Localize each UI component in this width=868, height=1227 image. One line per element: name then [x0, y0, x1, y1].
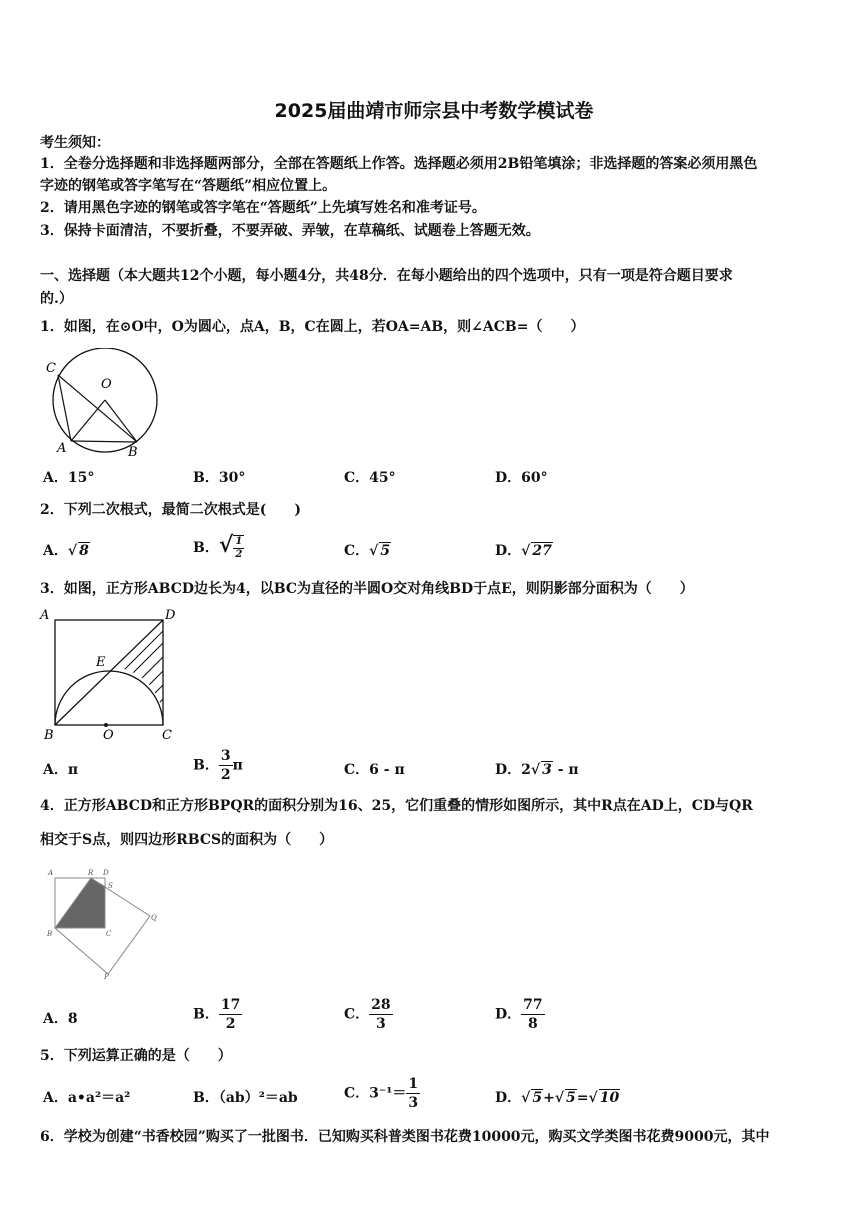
option-label: C．3⁻¹＝: [344, 1085, 407, 1102]
numerator: 17: [220, 997, 241, 1013]
numerator: 1: [408, 1076, 419, 1092]
radical-sign: √: [369, 543, 379, 559]
option-b[interactable]: [193, 532, 244, 561]
option-label: C．: [344, 543, 370, 559]
option-a[interactable]: [43, 540, 90, 560]
label-a: A: [40, 608, 50, 623]
section-heading-cont: 的.）: [40, 291, 73, 307]
question-5-text: 5．下列运算正确的是（ ）: [40, 1048, 232, 1064]
option-c[interactable]: C．6 - π: [344, 762, 405, 778]
radicand: 5: [566, 1090, 576, 1106]
option-b[interactable]: [193, 996, 242, 1033]
denominator: 2: [235, 549, 243, 560]
denominator: 2: [225, 1016, 236, 1032]
radical-sign: √: [554, 1090, 565, 1106]
plus: +: [543, 1090, 555, 1106]
label-q: Q: [151, 914, 157, 922]
label-b: B: [44, 728, 54, 743]
question-3-figure: [38, 606, 178, 744]
option-label: B．: [193, 757, 219, 774]
notice-item: 3．保持卡面清洁，不要折叠，不要弄破、弄皱，在草稿纸、试题卷上答题无效。: [40, 223, 540, 239]
option-a[interactable]: A．8: [43, 1011, 78, 1027]
option-b[interactable]: B．30°: [193, 470, 246, 486]
option-label: D．: [495, 1090, 522, 1106]
page-title: 2025届曲靖市师宗县中考数学模试卷: [274, 100, 594, 122]
fraction: [521, 996, 544, 1033]
label-o: O: [103, 728, 114, 743]
option-label: D．: [495, 1006, 522, 1023]
question-4-text: 4．正方形ABCD和正方形BPQR的面积分别为16、25，它们重叠的情形如图所示，其中R点在AD上，CD与QR: [40, 798, 753, 814]
radical-sign: √: [218, 532, 234, 558]
section-heading: 一、选择题（本大题共12个小题，每小题4分，共48分．在每小题给出的四个选项中，只有一项是符合题目要求: [40, 268, 733, 284]
label-s: S: [108, 882, 113, 890]
pi: π: [232, 757, 243, 774]
notice-item: 1．全卷分选择题和非选择题两部分，全部在答题纸上作答。选择题必须用2B铅笔填涂；非选择题的答案必须用黑色: [40, 156, 758, 172]
fraction: [219, 996, 242, 1033]
option-d[interactable]: [495, 759, 579, 779]
label-d: D: [103, 869, 109, 877]
radicand: 27: [532, 543, 552, 559]
label-a: A: [48, 869, 54, 877]
equals: =: [576, 1090, 589, 1106]
option-label: A．: [43, 543, 68, 559]
radicand: 5: [380, 543, 391, 559]
notice-item: 字迹的钢笔或答字笔写在“答题纸”相应位置上。: [40, 178, 337, 194]
radical-sign: √: [530, 762, 541, 778]
numerator: 1: [235, 536, 243, 547]
label-c: C: [106, 930, 112, 938]
question-2-text: 2．下列二次根式，最简二次根式是( ): [40, 502, 301, 518]
denominator: 3: [408, 1095, 419, 1111]
option-c[interactable]: [344, 996, 393, 1033]
radicand: 3: [542, 762, 552, 778]
tail: - π: [552, 762, 579, 778]
option-c[interactable]: [344, 540, 391, 560]
radical-sign: √: [588, 1090, 598, 1106]
question-1-figure: [40, 348, 165, 460]
denominator: 3: [376, 1016, 386, 1032]
radical-sign: √: [521, 543, 531, 559]
fraction: [219, 747, 233, 784]
option-label: B．: [193, 1006, 219, 1023]
label-a: A: [57, 441, 67, 456]
label-b: B: [47, 930, 53, 938]
label-b: B: [128, 445, 138, 460]
option-label: D．: [495, 543, 522, 559]
option-d[interactable]: [495, 996, 545, 1033]
fraction: [233, 535, 244, 561]
radical-sign: √: [521, 1090, 531, 1106]
question-4-text-cont: 相交于S点，则四边形RBCS的面积为（ ）: [40, 832, 334, 848]
notice-item: 2．请用黑色字迹的钢笔或答字笔在“答题纸”上先填写姓名和准考证号。: [40, 200, 486, 216]
option-a[interactable]: A．15°: [43, 470, 95, 486]
fraction: [369, 996, 392, 1033]
question-4-figure: [40, 864, 164, 980]
denominator: 2: [220, 767, 231, 783]
numerator: 3: [220, 748, 231, 764]
option-b[interactable]: B．（ab）²＝ab: [193, 1090, 298, 1106]
label-o: O: [101, 377, 112, 392]
numerator: 28: [371, 997, 391, 1013]
label-c: C: [46, 361, 56, 376]
option-c[interactable]: C．45°: [344, 470, 396, 486]
numerator: 77: [523, 997, 543, 1013]
label-d: D: [165, 608, 176, 623]
question-1-text: 1．如图，在⊙O中，O为圆心，点A，B，C在圆上，若OA=AB，则∠ACB=（ ）: [40, 319, 585, 335]
option-label: D．2: [495, 762, 531, 778]
option-d[interactable]: [495, 1087, 620, 1107]
radicand: 8: [79, 543, 89, 559]
option-d[interactable]: D．60°: [495, 470, 548, 486]
question-6-text: 6．学校为创建“书香校园”购买了一批图书．已知购买科普类图书花费10000元，购买文学类图书花费9000元，其中: [40, 1129, 770, 1145]
fraction: [406, 1075, 420, 1112]
option-d[interactable]: [495, 540, 553, 560]
question-3-text: 3．如图，正方形ABCD边长为4，以BC为直径的半圆O交对角线BD于点E，则阴影部分面积为（ ）: [40, 581, 694, 597]
radicand: 10: [599, 1090, 620, 1106]
option-c[interactable]: [344, 1075, 420, 1112]
label-r: R: [88, 869, 94, 877]
label-p: P: [104, 973, 109, 980]
radicand: 5: [532, 1090, 543, 1106]
label-c: C: [162, 728, 172, 743]
option-label: C．: [344, 1006, 370, 1023]
option-b[interactable]: [193, 747, 243, 784]
option-a[interactable]: A．a•a²＝a²: [43, 1090, 131, 1106]
option-label: B．: [193, 540, 219, 556]
denominator: 8: [528, 1016, 538, 1032]
option-a[interactable]: A．π: [43, 762, 79, 778]
label-e: E: [96, 655, 106, 670]
radical-sign: √: [67, 543, 78, 559]
notice-heading: 考生须知：: [40, 135, 110, 151]
